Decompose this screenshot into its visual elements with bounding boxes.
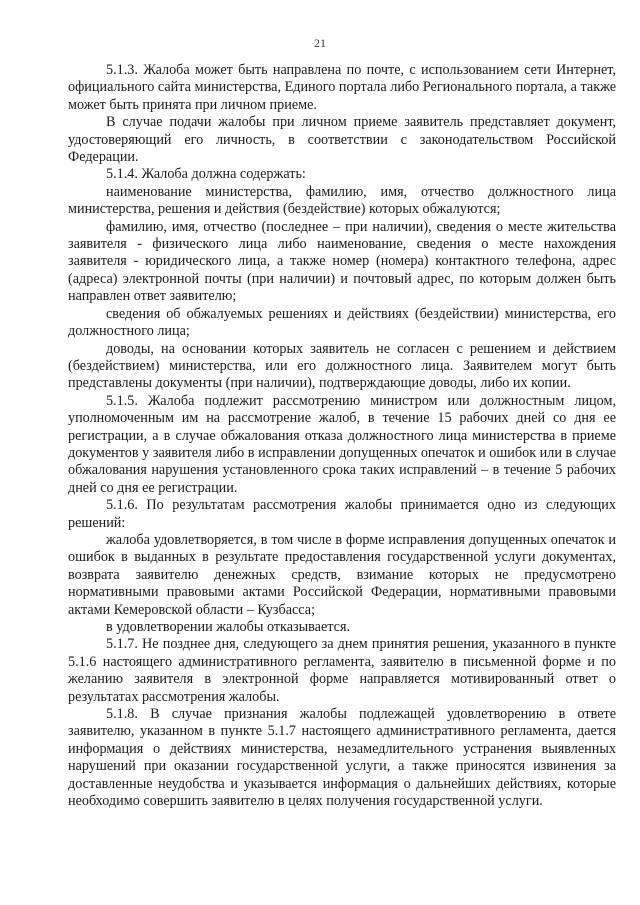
paragraph-ministry-name: наименование министерства, фамилию, имя, отчество должностного лица министерства, решения и действия (бездействие) которых обжалуются;: [68, 183, 616, 218]
paragraph-arguments: доводы, на основании которых заявитель не согласен с решением и действием (бездействием) министерства, или его должностного лица. Заявителем могут быть представлены документы (при наличии), подтверждающие доводы, либо их копии.: [68, 340, 616, 392]
document-body: [68, 62, 616, 810]
paragraph-appealed-decisions: сведения об обжалуемых решениях и действиях (бездействии) министерства, его должностного лица;: [68, 305, 616, 340]
paragraph-5-1-3: 5.1.3. Жалоба может быть направлена по почте, с использованием сети Интернет, официального сайта министерства, Единого портала либо Регионального портала, а также может быть принята при личном приеме.: [68, 62, 616, 113]
paragraph-5-1-6: 5.1.6. По результатам рассмотрения жалобы принимается одно из следующих решений:: [68, 497, 616, 531]
paragraph-complaint-refused: в удовлетворении жалобы отказывается.: [106, 619, 351, 635]
paragraph-5-1-4: 5.1.4. Жалоба должна содержать:: [106, 166, 306, 183]
paragraph-applicant-details: фамилию, имя, отчество (последнее – при наличии), сведения о месте жительства заявителя - физического лица либо наименование, сведения о месте нахождения заявителя - юридического лица, а также номер (номера) контактного телефона, адрес (адреса) электронной почты (при наличии) и почтовый адрес, по которым должен быть направлен ответ заявителю;: [68, 218, 616, 305]
paragraph-5-1-8: 5.1.8. В случае признания жалобы подлежащей удовлетворению в ответе заявителю, указанном в пункте 5.1.7 настоящего административного регламента, дается информация о действиях министерства, незамедлительного устранения выявленных нарушений при оказании государственной услуги, а также приносятся извинения за доставленные неудобства и указывается информация о дальнейших действиях, которые необходимо совершить заявителю в целях получения государственной услуги.: [68, 706, 616, 810]
paragraph-personal-submission: В случае подачи жалобы при личном приеме заявитель представляет документ, удостоверяющий его личность, в соответствии с законодательством Российской Федерации.: [68, 114, 616, 166]
paragraph-5-1-5: 5.1.5. Жалоба подлежит рассмотрению министром или должностным лицом, уполномоченным им на рассмотрение жалоб, в течение 15 рабочих дней со дня ее регистрации, а в случае обжалования отказа должностного лица министерства в приеме документов у заявителя либо в исправлении допущенных опечаток и ошибок или в случае обжалования нарушения установленного срока таких исправлений – в течение 5 рабочих дней со дня ее регистрации.: [68, 392, 616, 496]
paragraph-5-1-7: 5.1.7. Не позднее дня, следующего за днем принятия решения, указанного в пункте 5.1.6 настоящего административного регламента, заявителю в письменной форме и по желанию заявителя в электронной форме направляется мотивированный ответ о результатах рассмотрения жалобы.: [68, 636, 616, 705]
page-number: 21: [314, 36, 326, 50]
paragraph-complaint-satisfied: жалоба удовлетворяется, в том числе в форме исправления допущенных опечаток и ошибок в выданных в результате предоставления государственной услуги документах, возврата заявителю денежных средств, взимание которых не предусмотрено нормативными правовыми актами Российской Федерации, нормативными правовыми актами Кемеровской области – Кузбасса;: [68, 531, 616, 618]
